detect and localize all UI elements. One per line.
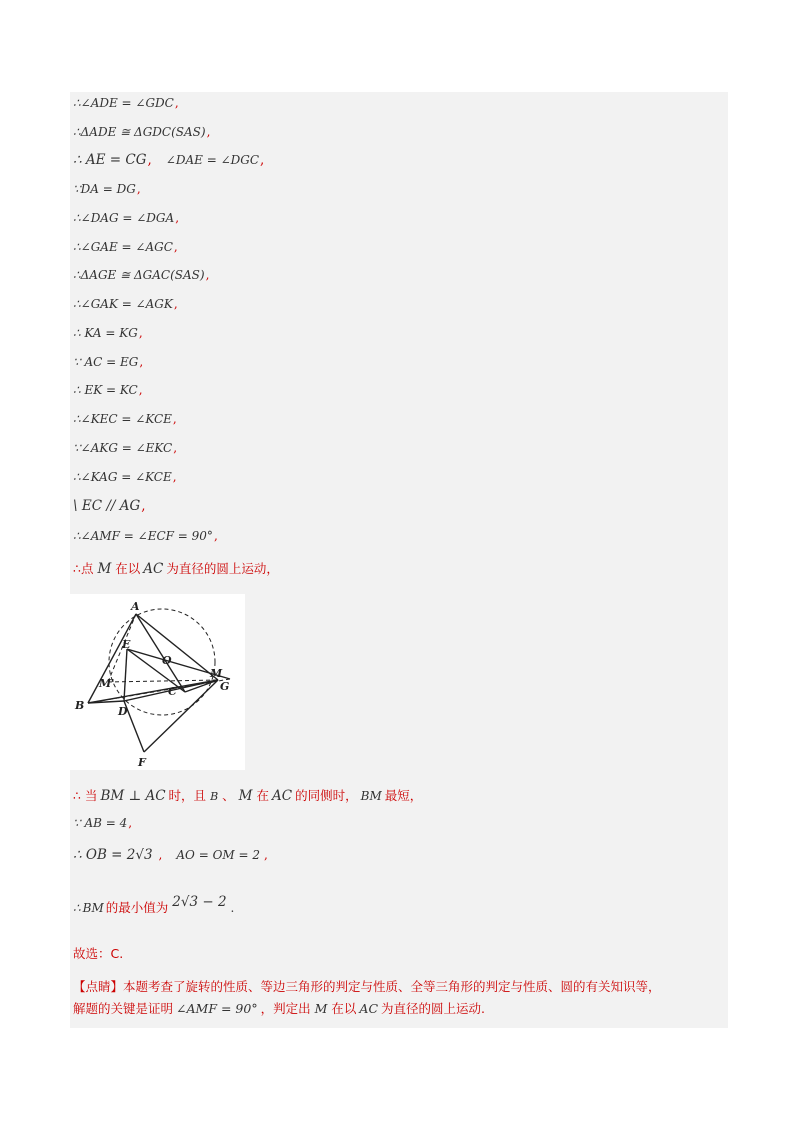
label-M: M bbox=[210, 667, 223, 680]
proof-step: ∴ KA = KG, bbox=[73, 326, 143, 340]
shortest-condition: ∴ 当 BM ⊥ AC 时，且 B 、 M 在 AC 的同侧时， BM 最短， bbox=[73, 788, 423, 804]
comment-line-1: 【点睛】本题考查了旋转的性质、等边三角形的判定与性质、全等三角形的判定与性质、圆的有关知识等， bbox=[73, 979, 661, 994]
label-F: F bbox=[138, 756, 146, 769]
label-E: E bbox=[122, 638, 131, 651]
proof-step: ∴∠ADE = ∠GDC, bbox=[73, 96, 179, 110]
proof-step: ∴ΔADE ≅ ΔGDC(SAS), bbox=[73, 125, 211, 139]
ob-value: ∴ OB = 2√3 , AO = OM = 2 , bbox=[73, 847, 268, 863]
label-G: G bbox=[220, 680, 230, 693]
proof-step: ∴∠GAK = ∠AGK, bbox=[73, 297, 178, 311]
label-A: A bbox=[131, 600, 140, 613]
geometry-diagram bbox=[70, 594, 245, 770]
proof-step: ∴∠KAG = ∠KCE, bbox=[73, 470, 177, 484]
proof-step: \ EC // AG, bbox=[73, 498, 146, 514]
proof-step: ∴∠KEC = ∠KCE, bbox=[73, 412, 177, 426]
comment-block bbox=[73, 974, 729, 1022]
circle-conclusion: ∴点 M 在以 AC 为直径的圆上运动， bbox=[73, 561, 279, 577]
label-O: O bbox=[162, 654, 172, 667]
comment-line-2: 解题的关键是证明 ∠AMF = 90° ，判定出 M 在以 AC 为直径的圆上运动. bbox=[73, 1001, 485, 1016]
label-B: B bbox=[75, 699, 85, 712]
proof-step: ∴∠AMF = ∠ECF = 90°, bbox=[73, 529, 218, 543]
label-M-prime: M' bbox=[99, 677, 115, 690]
label-C: C bbox=[168, 685, 177, 698]
proof-step: ∵ AC = EG, bbox=[73, 355, 144, 369]
label-D: D bbox=[118, 705, 128, 718]
proof-step: ∴ΔAGE ≅ ΔGAC(SAS), bbox=[73, 268, 210, 282]
proof-step: ∴ AE = CG, ∠DAE = ∠DGC, bbox=[73, 152, 265, 168]
proof-step: ∴∠DAG = ∠DGA, bbox=[73, 211, 180, 225]
answer: 故选：C. bbox=[73, 946, 124, 961]
given-ab: ∵ AB = 4, bbox=[73, 816, 133, 830]
min-value: ∴ BM 的最小值为 2√3 − 2 . bbox=[73, 894, 235, 915]
solution-panel bbox=[70, 92, 728, 1028]
proof-step: ∵DA = DG, bbox=[73, 182, 141, 196]
proof-step: ∴ EK = KC, bbox=[73, 383, 143, 397]
geometry-figure bbox=[70, 594, 245, 770]
proof-step: ∵∠AKG = ∠EKC, bbox=[73, 441, 178, 455]
proof-step: ∴∠GAE = ∠AGC, bbox=[73, 240, 178, 254]
